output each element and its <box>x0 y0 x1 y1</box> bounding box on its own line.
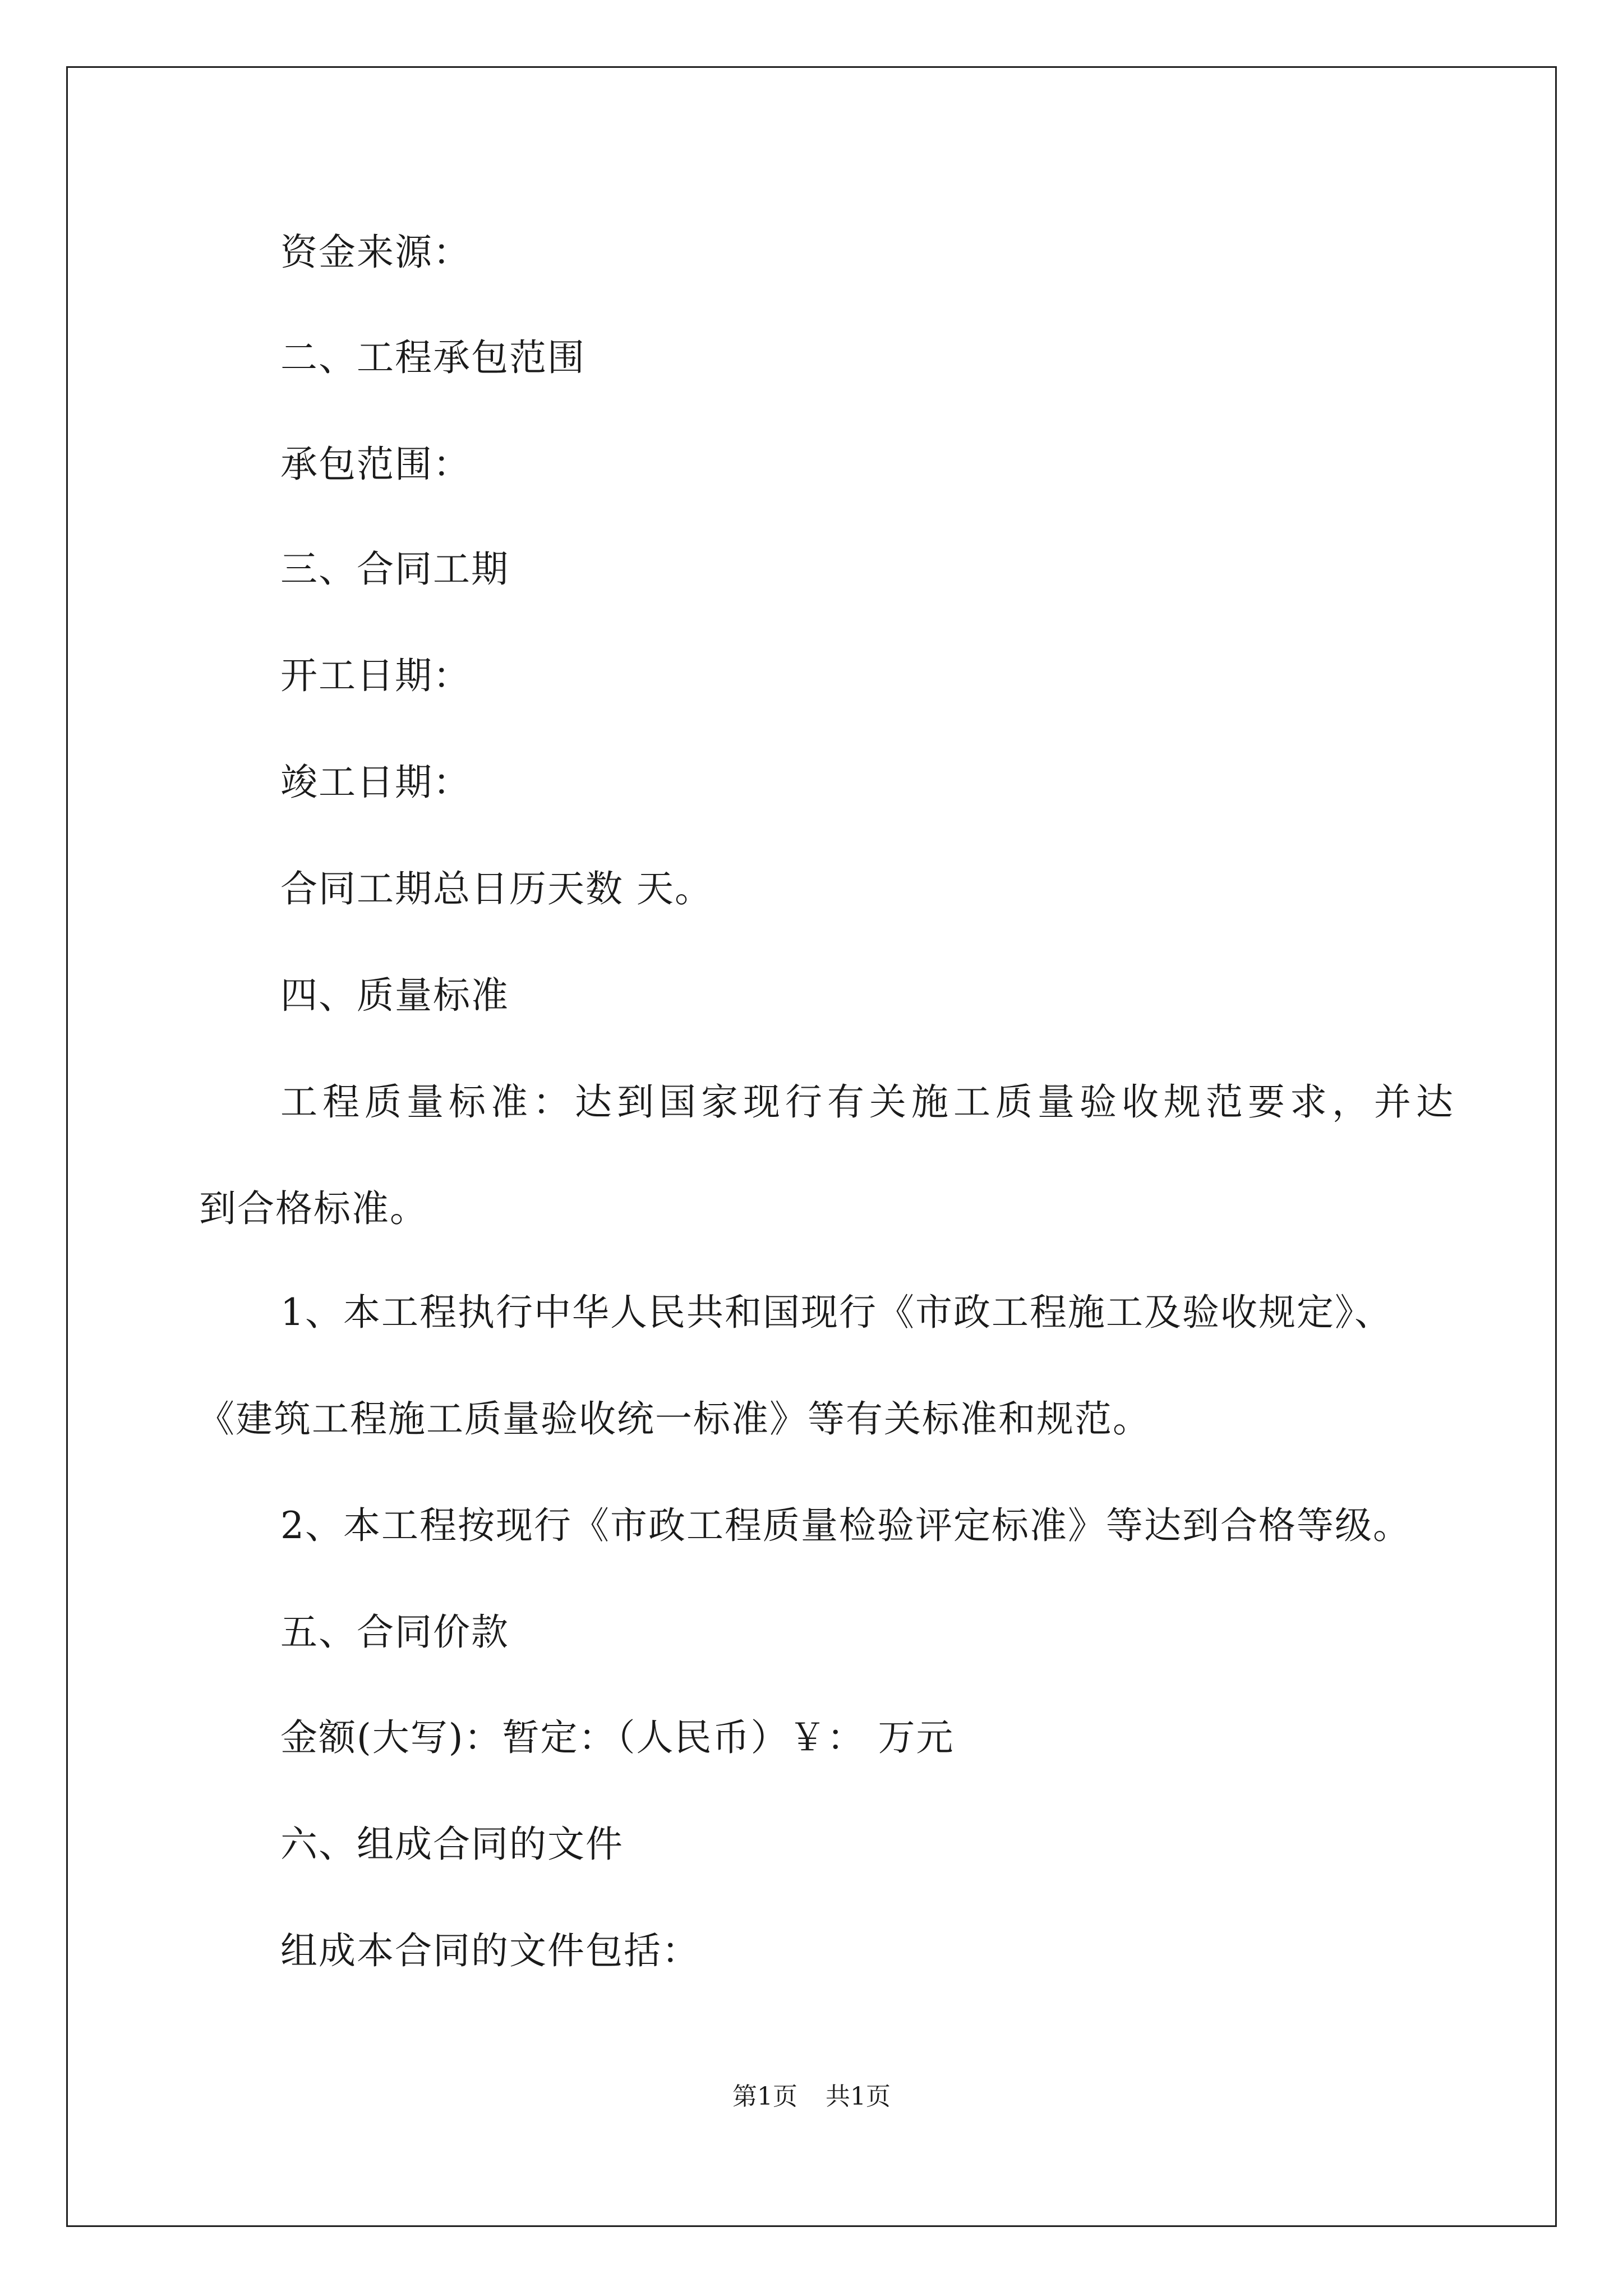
text-line: 资金来源： <box>280 231 471 274</box>
text-line: 承包范围： <box>280 443 471 486</box>
text-line: 合同工期总日历天数 天。 <box>280 867 713 910</box>
section-heading: 二、工程承包范围 <box>280 336 585 379</box>
section-heading: 三、合同工期 <box>280 547 509 591</box>
text-line: 1、本工程执行中华人民共和国现行《市政工程施工及验收规定》、 <box>280 1291 1393 1334</box>
text-line: 2、本工程按现行《市政工程质量检验评定标准》等达到合格等级。 <box>280 1504 1411 1547</box>
text-line: 工程质量标准：达到国家现行有关施工质量验收规范要求，并达 <box>280 1080 1458 1124</box>
section-heading: 六、组成合同的文件 <box>280 1823 624 1866</box>
page-border <box>66 66 1557 2227</box>
page-footer <box>0 2081 1623 2113</box>
page-number: 第1页 <box>732 2082 797 2111</box>
text-line: 竣工日期： <box>280 761 471 804</box>
text-line: 组成本合同的文件包括： <box>280 1929 700 1972</box>
page-total: 共1页 <box>826 2082 891 2111</box>
text-line: 《建筑工程施工质量验收统一标准》等有关标准和规范。 <box>197 1397 1151 1441</box>
section-heading: 五、合同价款 <box>280 1611 509 1654</box>
text-line: 开工日期： <box>280 654 471 697</box>
section-heading: 四、质量标准 <box>280 974 509 1017</box>
text-line: 金额(大写)：暂定：（人民币）￥： 万元 <box>280 1716 955 1759</box>
text-line: 到合格标准。 <box>199 1187 428 1230</box>
